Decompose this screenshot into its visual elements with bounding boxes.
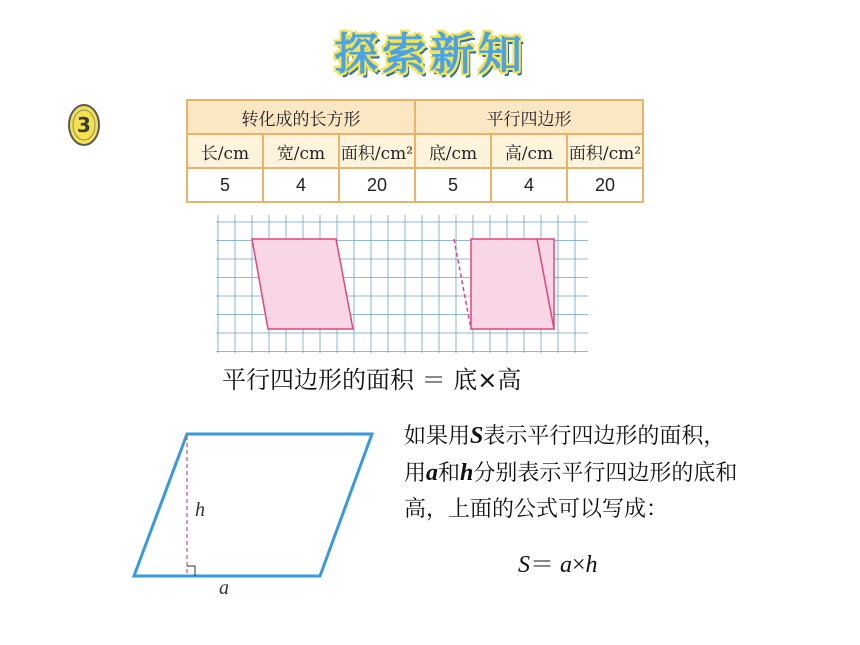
parallelogram-shape [252,239,353,329]
base-label: a [219,577,229,598]
converted-rectangle-shape [471,239,554,329]
value-cell: 20 [567,168,643,202]
badge-number: 3 [77,113,91,137]
data-table [186,99,644,203]
header-cell: 宽/cm [263,134,339,168]
value-cell: 5 [187,168,263,202]
paragraph-line-3: 高，上面的公式可以写成： [404,497,669,522]
moved-edge-dashed [454,239,471,329]
group-header-rectangle: 转化成的长方形 [187,100,415,134]
area-formula: S＝ a×h [518,552,598,578]
header-cell: 面积/cm² [339,134,415,168]
value-cell: 5 [415,168,491,202]
group-header-parallelogram: 平行四边形 [415,100,643,134]
paragraph-line-1: 如果用S表示平行四边形的面积， [404,423,726,449]
step-badge [66,101,102,149]
header-cell: 底/cm [415,134,491,168]
explanation-paragraph [404,418,854,528]
value-cell: 4 [491,168,567,202]
height-label: h [195,499,205,521]
header-cell: 面积/cm² [567,134,643,168]
area-caption: 平行四边形的面积 ＝ 底×高 [222,366,522,394]
parallelogram-outline [134,434,372,576]
header-cell: 长/cm [187,134,263,168]
parallelogram-diagram [125,428,375,598]
value-cell: 20 [339,168,415,202]
paragraph-line-2: 用a和h分别表示平行四边形的底和 [404,460,738,486]
header-cell: 高/cm [491,134,567,168]
grid-diagram [216,215,588,353]
page-title: 探索新知 [334,29,526,80]
value-cell: 4 [263,168,339,202]
